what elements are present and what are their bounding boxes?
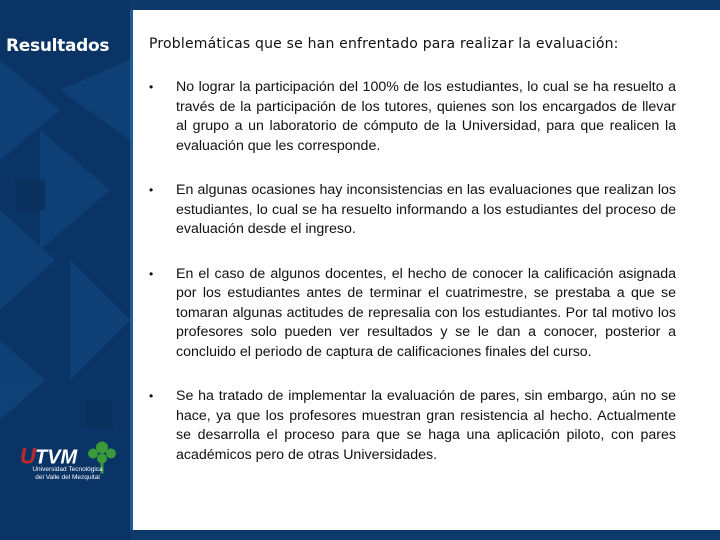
logo-caption-line1: Universidad Tecnológica [32, 466, 103, 473]
bullet-icon: • [149, 183, 154, 197]
content-panel [130, 10, 720, 530]
bullet-icon: • [149, 389, 154, 403]
slide-heading: Problemáticas que se han enfrentado para realizar la evaluación: [149, 36, 619, 52]
logo-caption [10, 466, 125, 482]
logo-caption-line2: del Valle del Mezquital [35, 474, 100, 481]
sidebar [0, 0, 130, 540]
list-item [143, 181, 676, 240]
bullet-list [143, 78, 676, 490]
svg-text:TVM: TVM [35, 446, 78, 469]
list-item-text: En algunas ocasiones hay inconsistencias en las evaluaciones que realizan los estudiantes, lo cual se ha resuelto informando a los estudiantes del proceso de evaluación desde el ingreso. [176, 182, 676, 237]
bullet-icon: • [149, 266, 154, 281]
svg-text:U: U [20, 443, 36, 469]
section-title: Resultados [6, 36, 110, 56]
list-item-text: Se ha tratado de implementar la evaluación de pares, sin embargo, aún no se hace, ya que los profesores muestran gran resistencia al hecho. Actualmente se desarrolla el proceso para que se haga una aplicación piloto, con pares académicos pero de otras Universidades. [176, 388, 676, 463]
bullet-icon: • [149, 80, 154, 94]
list-item [143, 78, 676, 156]
list-item [143, 387, 676, 465]
list-item-text: En el caso de algunos docentes, el hecho de conocer la calificación asignada por los estudiantes antes de terminar el cuatrimestre, se prestaba a que se tomaran algunas actitudes de represalia con los estudiantes. Por tal motivo los profesores solo pueden ver resultados y se le dan a conocer, posterior a concluido el periodo de captura de calificaciones finales del curso. [176, 265, 676, 360]
list-item [143, 265, 676, 363]
university-logo [18, 425, 118, 495]
list-item-text: No lograr la participación del 100% de los estudiantes, lo cual se ha resuelto a través de la participación de los tutores, quienes son los encargados de llevar al grupo a un laboratorio de cómputo de la Universidad, para que realicen la evaluación que les corresponde. [176, 79, 676, 154]
